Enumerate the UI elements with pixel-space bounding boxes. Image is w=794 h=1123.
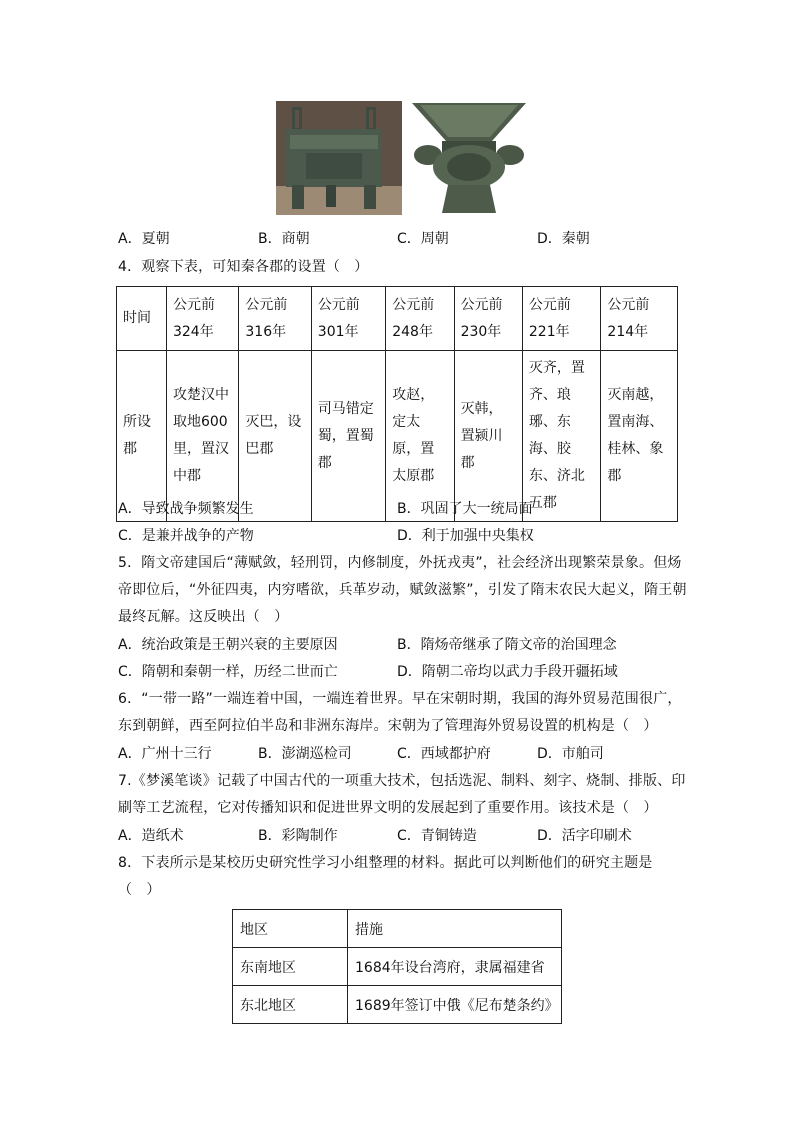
table-header-measure: 措施 — [348, 910, 562, 948]
q6-stem-line1: 6．“一带一路”一端连着中国，一端连着世界。早在宋朝时期，我国的海外贸易范围很广， — [118, 691, 682, 707]
q3-option-c[interactable]: C．周朝 — [397, 231, 449, 247]
bronze-ding-photo — [276, 101, 402, 215]
table-cell-time: 公元前324年 — [166, 287, 238, 351]
table-header-region: 地区 — [233, 910, 348, 948]
table-cell-event: 灭南越，置南海、桂林、象郡 — [601, 351, 678, 522]
q3-option-b[interactable]: B．商朝 — [258, 231, 310, 247]
table-cell-measure: 1684年设台湾府，隶属福建省 — [348, 948, 562, 986]
table-cell-event: 灭齐，置齐、琅琊、东海、胶东、济北五郡 — [522, 351, 601, 522]
table-cell-time: 公元前301年 — [311, 287, 385, 351]
table-cell-region: 东南地区 — [233, 948, 348, 986]
table-cell-time: 公元前316年 — [239, 287, 311, 351]
q5-option-b[interactable]: B．隋炀帝继承了隋文帝的治国理念 — [397, 637, 617, 653]
q5-option-c[interactable]: C．隋朝和秦朝一样，历经二世而亡 — [118, 664, 338, 680]
q7-option-b[interactable]: B．彩陶制作 — [258, 828, 338, 844]
q5-option-d[interactable]: D．隋朝二帝均以武力手段开疆拓域 — [397, 664, 618, 680]
q6-stem-line2: 东到朝鲜，西至阿拉伯半岛和非洲东海岸。宋朝为了管理海外贸易设置的机构是（ ） — [118, 718, 658, 734]
table-header-label: 时间 — [117, 287, 167, 351]
q4-option-d[interactable]: D．利于加强中央集权 — [397, 528, 534, 544]
q7-option-c[interactable]: C．青铜铸造 — [397, 828, 477, 844]
table-cell-event: 司马错定蜀，置蜀郡 — [311, 351, 385, 522]
q5-stem-line1: 5．隋文帝建国后“薄赋敛，轻刑罚，内修制度，外抚戎夷”，社会经济出现繁荣景象。但炀 — [118, 555, 682, 571]
table-cell-time: 公元前221年 — [522, 287, 601, 351]
q7-stem-line2: 刷等工艺流程，它对传播知识和促进世界文明的发展起到了重要作用。该技术是（ ） — [118, 800, 658, 816]
bronze-zun-photo — [406, 101, 532, 215]
table-cell-event: 灭韩，置颍川郡 — [454, 351, 522, 522]
q4-option-b[interactable]: B．巩固了大一统局面 — [397, 501, 533, 517]
q6-option-b[interactable]: B．澎湖巡检司 — [258, 746, 352, 762]
q5-stem-line2: 帝即位后，“外征四夷，内穷嗜欲，兵革岁动，赋敛滋繁”，引发了隋末农民大起义，隋王朝 — [118, 582, 687, 598]
q4-table — [116, 286, 678, 522]
table-cell-event: 灭巴，设巴郡 — [239, 351, 311, 522]
q6-option-d[interactable]: D．市舶司 — [537, 746, 604, 762]
table-row-label: 所设郡 — [117, 351, 167, 522]
q8-stem-line2: （ ） — [118, 882, 161, 898]
q6-option-c[interactable]: C．西域都护府 — [397, 746, 491, 762]
q7-option-a[interactable]: A．造纸术 — [118, 828, 184, 844]
q8-stem-line1: 8．下表所示是某校历史研究性学习小组整理的材料。据此可以判断他们的研究主题是 — [118, 855, 653, 871]
q7-stem-line1: 7.《梦溪笔谈》记载了中国古代的一项重大技术，包括选泥、制料、刻字、烧制、排版、印 — [118, 773, 686, 789]
table-cell-measure: 1689年签订中俄《尼布楚条约》 — [348, 986, 562, 1024]
table-cell-event: 攻楚汉中取地600里，置汉中郡 — [166, 351, 238, 522]
table-cell-event: 攻赵，定太原，置太原郡 — [386, 351, 454, 522]
table-cell-region: 东北地区 — [233, 986, 348, 1024]
q3-option-d[interactable]: D．秦朝 — [537, 231, 590, 247]
q4-stem: 4．观察下表，可知秦各郡的设置（ ） — [118, 259, 369, 275]
q5-stem-line3: 最终瓦解。这反映出（ ） — [118, 609, 289, 625]
q8-table — [232, 909, 562, 1024]
table-cell-time: 公元前214年 — [601, 287, 678, 351]
q5-option-a[interactable]: A．统治政策是王朝兴衰的主要原因 — [118, 637, 338, 653]
q3-option-a[interactable]: A．夏朝 — [118, 231, 170, 247]
q4-option-c[interactable]: C．是兼并战争的产物 — [118, 528, 254, 544]
table-cell-time: 公元前248年 — [386, 287, 454, 351]
q6-option-a[interactable]: A．广州十三行 — [118, 746, 212, 762]
q7-option-d[interactable]: D．活字印刷术 — [537, 828, 632, 844]
q4-option-a[interactable]: A．导致战争频繁发生 — [118, 501, 254, 517]
table-cell-time: 公元前230年 — [454, 287, 522, 351]
